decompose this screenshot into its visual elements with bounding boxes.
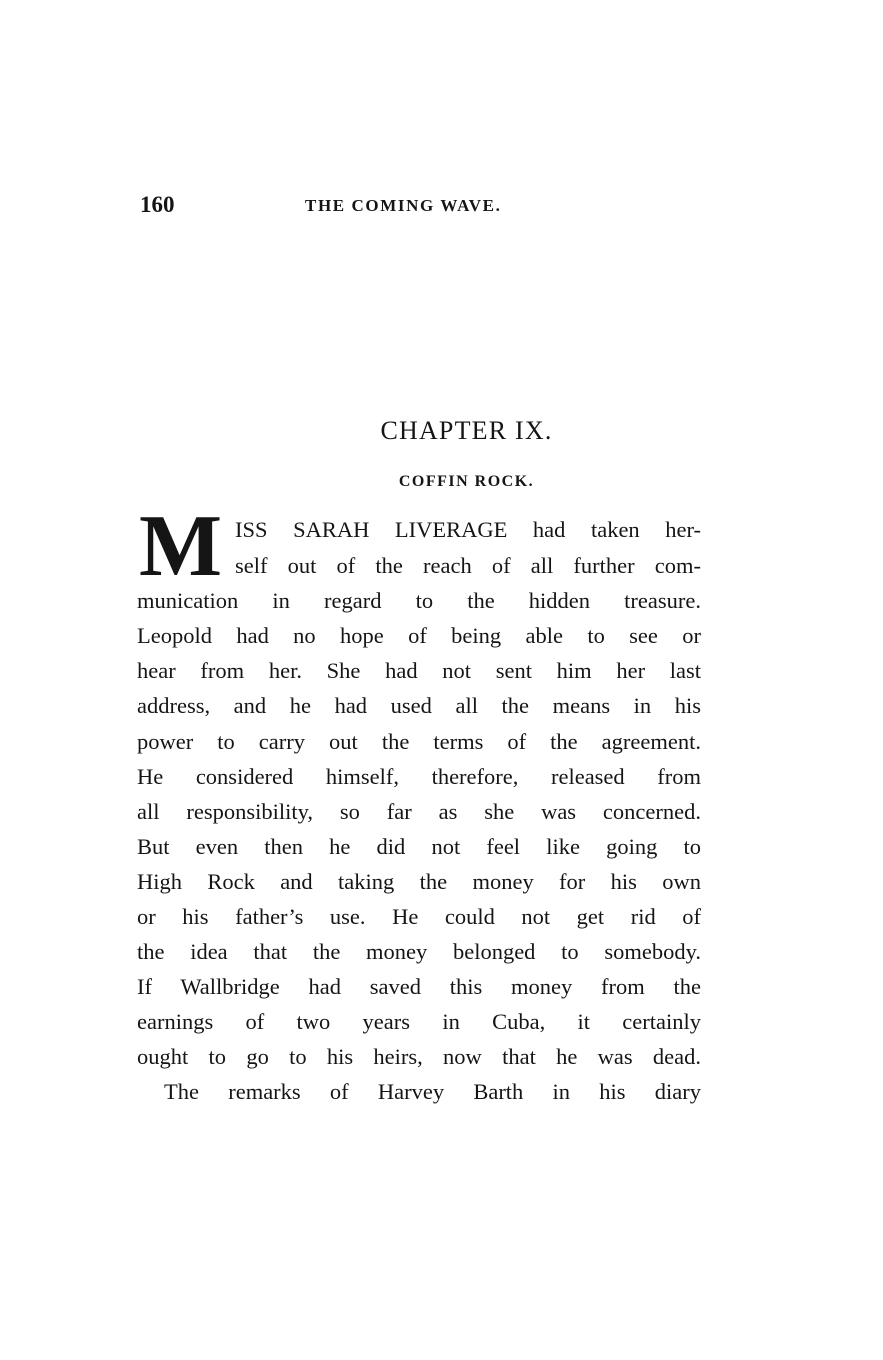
drop-cap-letter: M [139,498,223,595]
text-line: address, and he had used all the means in his [137,693,701,718]
text-line: munication in regard to the hidden treasure. [137,588,701,613]
text-line: High Rock and taking the money for his own [137,869,701,894]
text-line: ought to go to his heirs, now that he was dead. [137,1044,701,1069]
text-line: hear from her. She had not sent him her last [137,658,701,683]
text-line: But even then he did not feel like going to [137,834,701,859]
text-line: all responsibility, so far as she was concerned. [137,799,701,824]
text-line: The remarks of Harvey Barth in his diary [164,1079,701,1104]
text-line: earnings of two years in Cuba, it certainly [137,1009,701,1034]
chapter-title: CHAPTER IX. [380,416,553,445]
text-line: If Wallbridge had saved this money from the [137,974,701,999]
page-number: 160 [140,192,175,217]
text-line: self out of the reach of all further com- [235,553,701,578]
text-line: or his father’s use. He could not get rid of [137,904,701,929]
text-line: power to carry out the terms of the agreement. [137,729,701,754]
text-line: He considered himself, therefore, released from [137,764,701,789]
chapter-subtitle: COFFIN ROCK. [398,473,535,490]
text-line: the idea that the money belonged to somebody. [137,939,701,964]
text-line: Leopold had no hope of being able to see or [137,623,701,648]
text-line: ISS SARAH LIVERAGE had taken her- [235,517,701,542]
running-head-title: THE COMING WAVE. [305,196,502,215]
